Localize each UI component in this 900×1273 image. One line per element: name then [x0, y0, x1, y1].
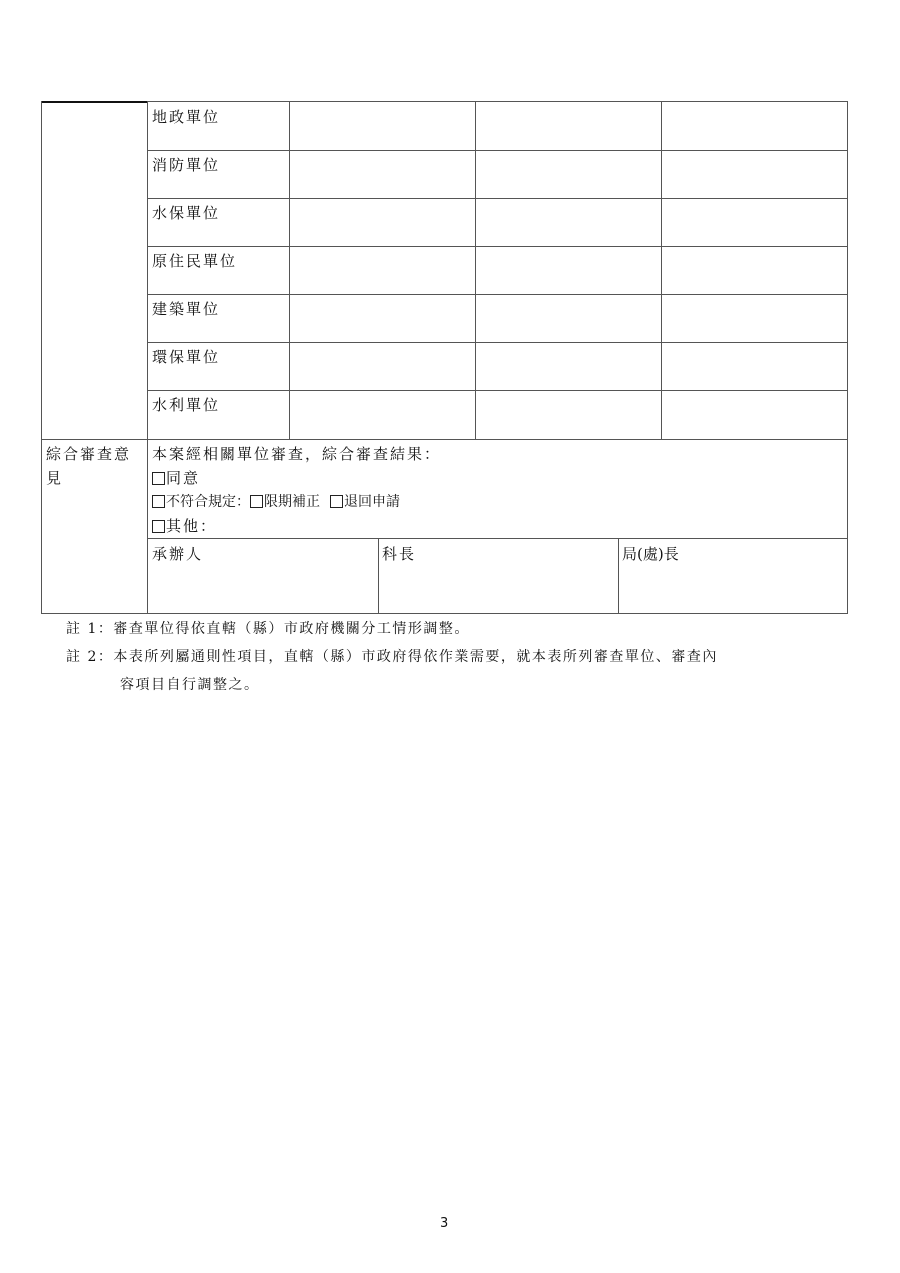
checkbox-correct-within-deadline[interactable] [250, 495, 263, 508]
signature-divider [148, 538, 848, 539]
unit-label-indigenous: 原住民單位 [152, 252, 238, 270]
row-divider [148, 150, 848, 151]
table-border-right [847, 101, 848, 614]
unit-label-land-administration: 地政單位 [152, 108, 221, 126]
unit-label-fire: 消防單位 [152, 156, 221, 174]
checkbox-reject-application[interactable] [330, 495, 343, 508]
section-divider [41, 439, 848, 440]
note-1: 註 1：審查單位得依直轄（縣）市政府機關分工情形調整。 [66, 621, 470, 637]
option-other[interactable] [152, 517, 217, 535]
signature-section-chief-field[interactable] [379, 565, 618, 613]
unit-label-water-resources: 水利單位 [152, 396, 221, 414]
row-divider [148, 342, 848, 343]
table-border-left [41, 101, 42, 614]
signature-director-label: 局(處)長 [622, 545, 679, 563]
checkbox-other[interactable] [152, 520, 165, 533]
option-correct-within-deadline-label: 限期補正 [264, 494, 320, 510]
option-non-compliant-label: 不符合規定： [166, 494, 250, 510]
signature-section-chief-label: 科長 [382, 545, 417, 563]
column-divider [147, 101, 148, 614]
summary-row-label-line2: 見 [46, 469, 64, 487]
checkbox-agree[interactable] [152, 472, 165, 485]
summary-row-label-line1: 綜合審查意 [46, 445, 132, 463]
signature-handler-field[interactable] [148, 565, 378, 613]
row-divider [148, 246, 848, 247]
option-non-compliant[interactable] [152, 493, 400, 511]
option-agree[interactable] [152, 469, 200, 487]
unit-label-soil-water-conservation: 水保單位 [152, 204, 221, 222]
option-agree-label: 同意 [166, 469, 201, 487]
table-border-bottom [41, 613, 848, 614]
unit-entry-cell[interactable] [290, 102, 475, 150]
row-divider [148, 390, 848, 391]
note-2-line1: 註 2：本表所列屬通則性項目，直轄（縣）市政府得依作業需要，就本表所列審查單位、審查內 [66, 649, 718, 665]
note-2-line2: 容項目自行調整之。 [120, 677, 260, 693]
column-divider [289, 101, 290, 440]
unit-entry-cell[interactable] [662, 102, 847, 150]
option-reject-application-label: 退回申請 [344, 494, 400, 510]
table-border-top-left [41, 101, 148, 103]
unit-label-building: 建築單位 [152, 300, 221, 318]
page-number: 3 [440, 1216, 449, 1231]
signature-director-field[interactable] [619, 565, 847, 613]
column-divider [661, 101, 662, 440]
unit-label-environmental: 環保單位 [152, 348, 221, 366]
checkbox-non-compliant[interactable] [152, 495, 165, 508]
row-divider [148, 294, 848, 295]
unit-entry-cell[interactable] [476, 102, 661, 150]
signature-handler-label: 承辦人 [152, 545, 204, 563]
row-divider [148, 198, 848, 199]
option-other-label: 其他： [166, 517, 218, 535]
column-divider [475, 101, 476, 440]
summary-intro: 本案經相關單位審查，綜合審查結果： [152, 445, 442, 463]
